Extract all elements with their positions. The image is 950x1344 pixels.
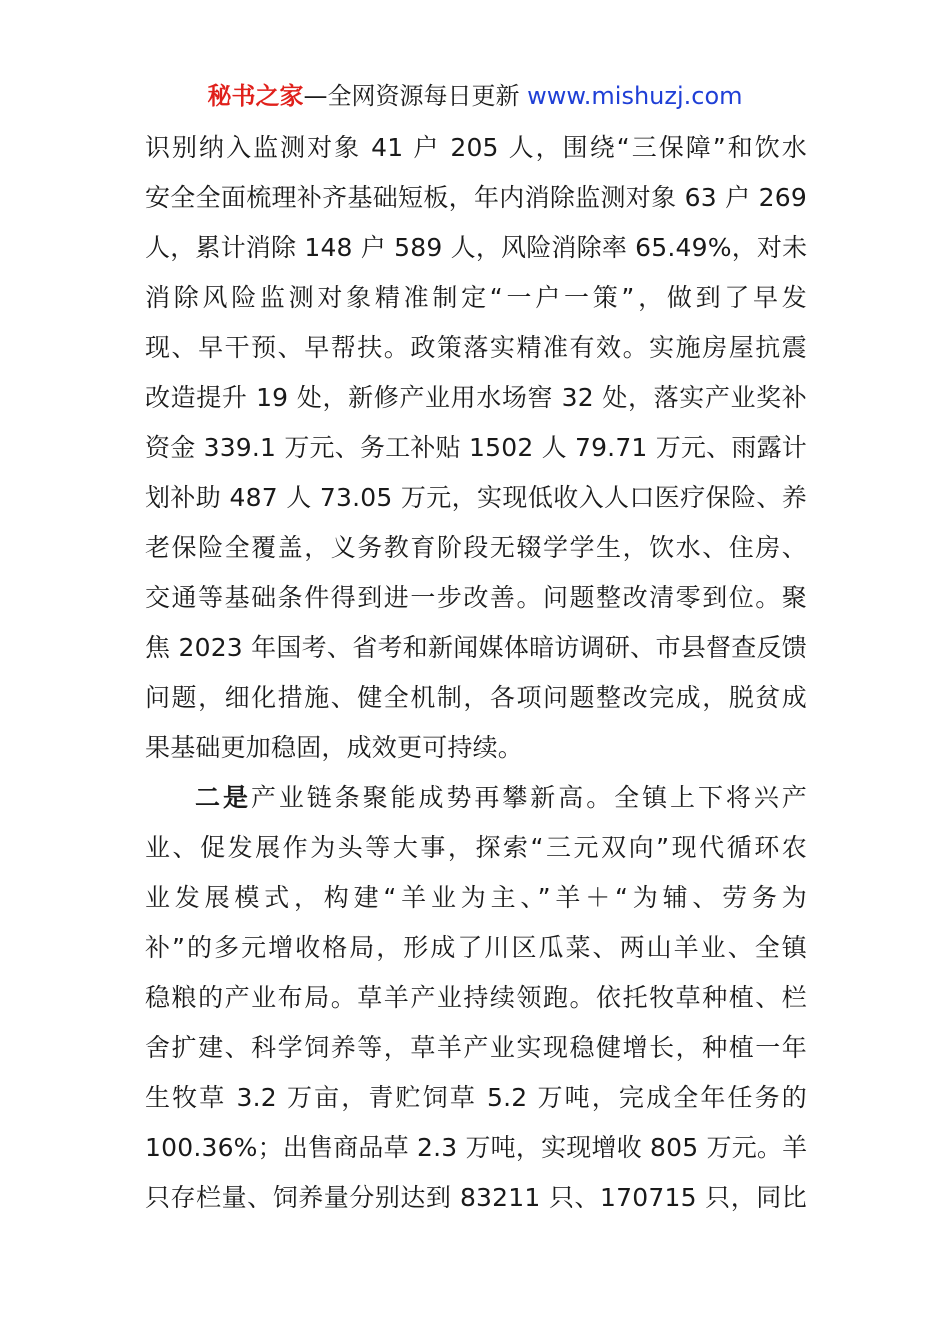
text-line: 100.36%；出售商品草 2.3 万吨，实现增收 805 万元。羊: [145, 1133, 808, 1162]
text-line: 资金 339.1 万元、务工补贴 1502 人 79.71 万元、雨露计: [145, 433, 807, 462]
text-line: 生牧草 3.2 万亩，青贮饲草 5.2 万吨，完成全年任务的: [145, 1083, 807, 1112]
text-line: 果基础更加稳固，成效更可持续。: [145, 733, 524, 762]
text-line: 老保险全覆盖，义务教育阶段无辍学学生，饮水、住房、: [145, 533, 807, 562]
text-line: 划补助 487 人 73.05 万元，实现低收入人口医疗保险、养: [145, 483, 807, 512]
header-tagline: —全网资源每日更新: [303, 82, 528, 110]
paragraph-lead-rest: 产业链条聚能成势再攀新高。全镇上下将兴产: [250, 783, 807, 812]
paragraph-1: [145, 123, 807, 773]
site-header: [0, 78, 950, 114]
text-line: 稳粮的产业布局。草羊产业持续领跑。依托牧草种植、栏: [145, 983, 807, 1012]
text-line: 只存栏量、饲养量分别达到 83211 只、170715 只，同比: [145, 1183, 807, 1212]
site-url-link[interactable]: www.mishuzj.com: [527, 82, 743, 110]
text-line: 改造提升 19 处，新修产业用水场窖 32 处，落实产业奖补: [145, 383, 807, 412]
text-line: 交通等基础条件得到进一步改善。问题整改清零到位。聚: [145, 583, 807, 612]
text-line: 消除风险监测对象精准制定“一户一策”，做到了早发: [145, 283, 807, 312]
document-body: [145, 123, 807, 1223]
paragraph-2-first-line: [145, 773, 807, 823]
text-line: 业发展模式，构建“羊业为主、”羊＋“为辅、劳务为: [145, 883, 807, 912]
text-line: 焦 2023 年国考、省考和新闻媒体暗访调研、市县督查反馈: [145, 633, 807, 662]
text-line: 现、早干预、早帮扶。政策落实精准有效。实施房屋抗震: [145, 333, 807, 362]
text-line: 舍扩建、科学饲养等，草羊产业实现稳健增长，种植一年: [145, 1033, 807, 1062]
brand-name: 秘书之家: [207, 82, 304, 110]
text-line: 补”的多元增收格局，形成了川区瓜菜、两山羊业、全镇: [145, 933, 807, 962]
text-line: 问题，细化措施、健全机制，各项问题整改完成，脱贫成: [145, 683, 807, 712]
paragraph-lead: 二是: [195, 783, 251, 812]
text-line: 业、促发展作为头等大事，探索“三元双向”现代循环农: [145, 833, 807, 862]
text-line: 识别纳入监测对象 41 户 205 人，围绕“三保障”和饮水: [145, 133, 807, 162]
text-line: 人，累计消除 148 户 589 人，风险消除率 65.49%，对未: [145, 233, 808, 262]
text-line: 安全全面梳理补齐基础短板，年内消除监测对象 63 户 269: [145, 183, 807, 212]
paragraph-2: [145, 773, 807, 1223]
